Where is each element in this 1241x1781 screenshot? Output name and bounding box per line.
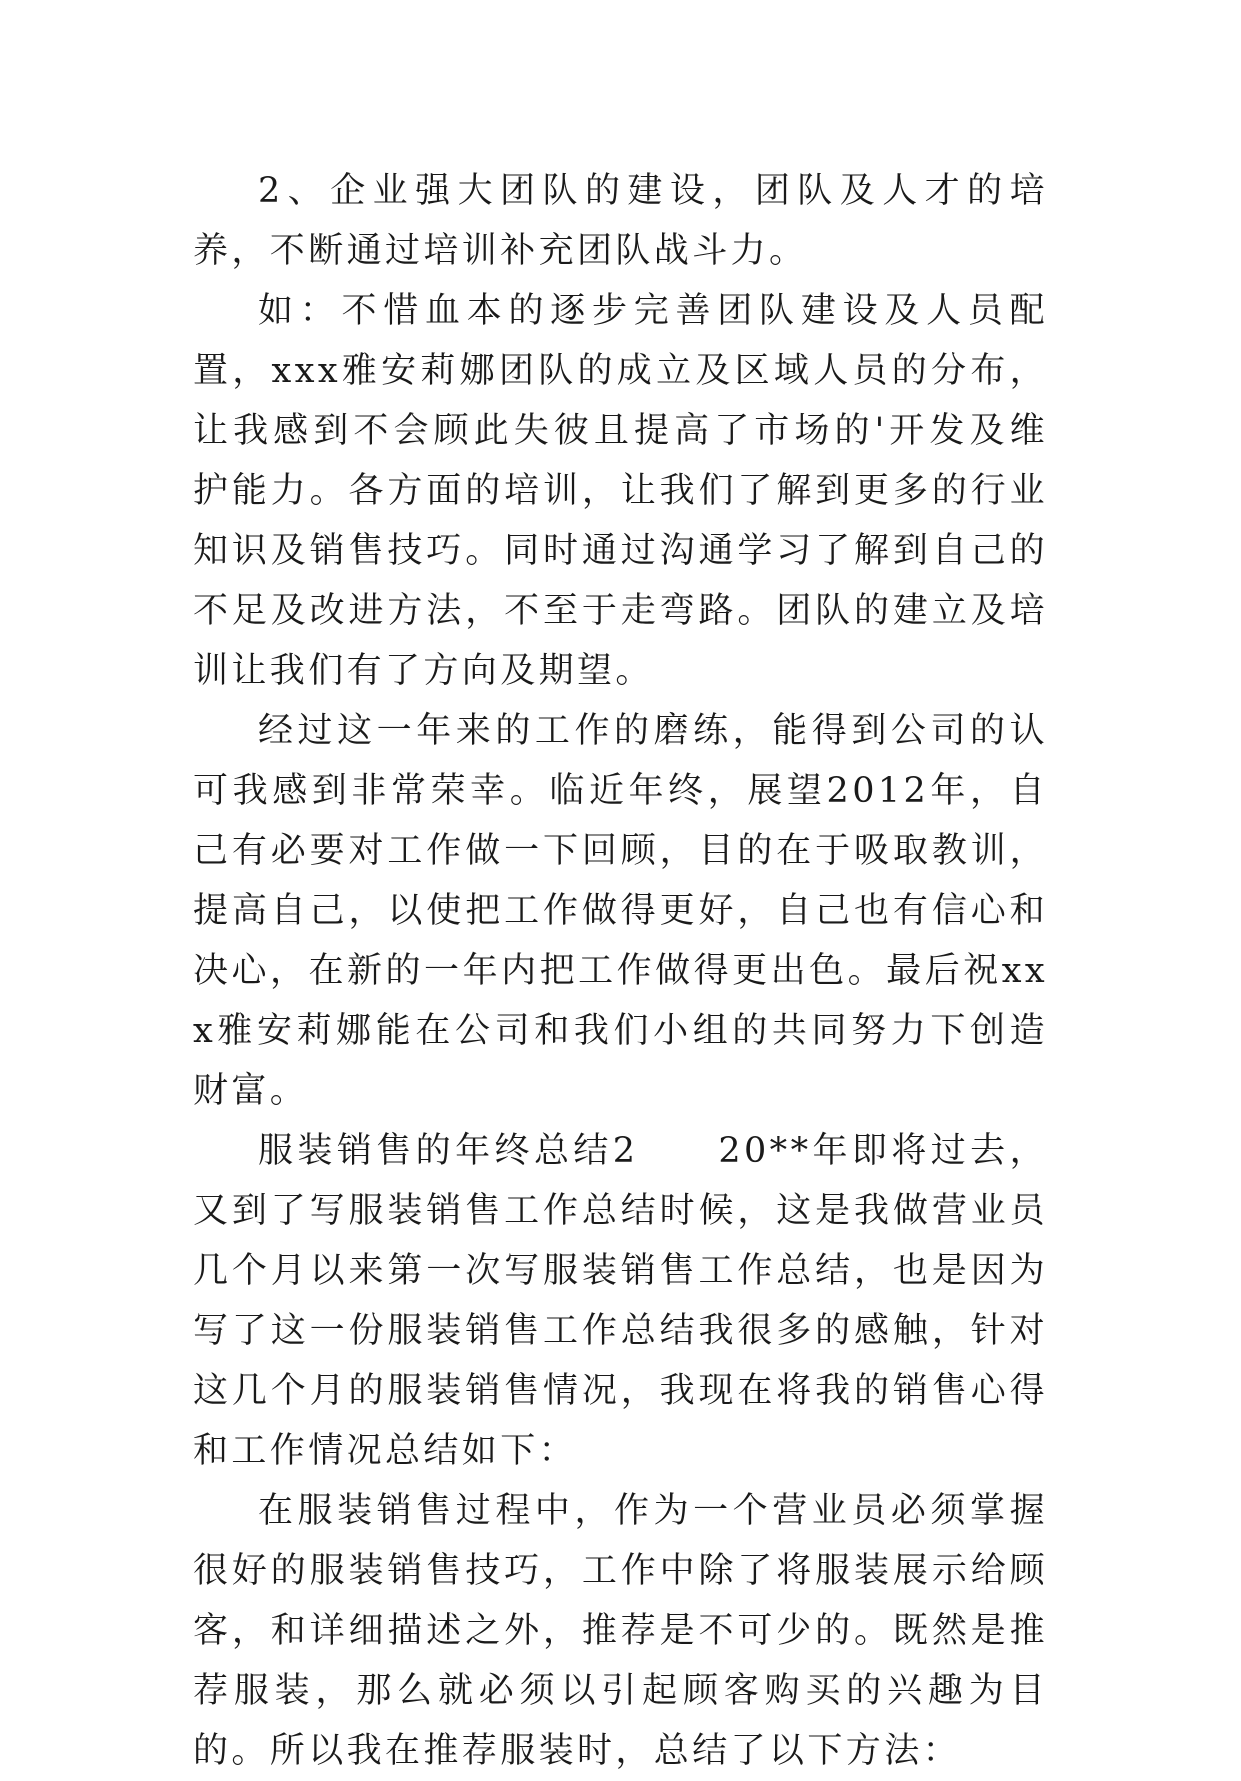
paragraph-example: 如：不惜血本的逐步完善团队建设及人员配置，xxx雅安莉娜团队的成立及区域人员的分布，让我感到不会顾此失彼且提高了市场的'开发及维护能力。各方面的培训，让我们了解到更多的行业知识及销售技巧。同时通过沟通学习了解到自己的不足及改进方法，不至于走弯路。团队的建立及培训让我们有了方向及期望。	[193, 291, 1048, 691]
paragraph-team-building: 2、企业强大团队的建设，团队及人才的培养，不断通过培训补充团队战斗力。	[193, 171, 1048, 271]
paragraph-summary-2-intro: 服装销售的年终总结2 20**年即将过去，又到了写服装销售工作总结时候，这是我做营业员几个月以来第一次写服装销售工作总结，也是因为写了这一份服装销售工作总结我很多的感触，针对这几个月的服装销售情况，我现在将我的销售心得和工作情况总结如下：	[193, 1131, 1048, 1471]
paragraph-year-review: 经过这一年来的工作的磨练，能得到公司的认可我感到非常荣幸。临近年终，展望2012年，自己有必要对工作做一下回顾，目的在于吸取教训，提高自己，以使把工作做得更好，自己也有信心和决心，在新的一年内把工作做得更出色。最后祝xxx雅安莉娜能在公司和我们小组的共同努力下创造财富。	[193, 711, 1048, 1111]
paragraph-sales-methods: 在服装销售过程中，作为一个营业员必须掌握很好的服装销售技巧，工作中除了将服装展示给顾客，和详细描述之外，推荐是不可少的。既然是推荐服装，那么就必须以引起顾客购买的兴趣为目的。所以我在推荐服装时，总结了以下方法：	[193, 1491, 1048, 1771]
document-body	[193, 161, 1048, 1781]
